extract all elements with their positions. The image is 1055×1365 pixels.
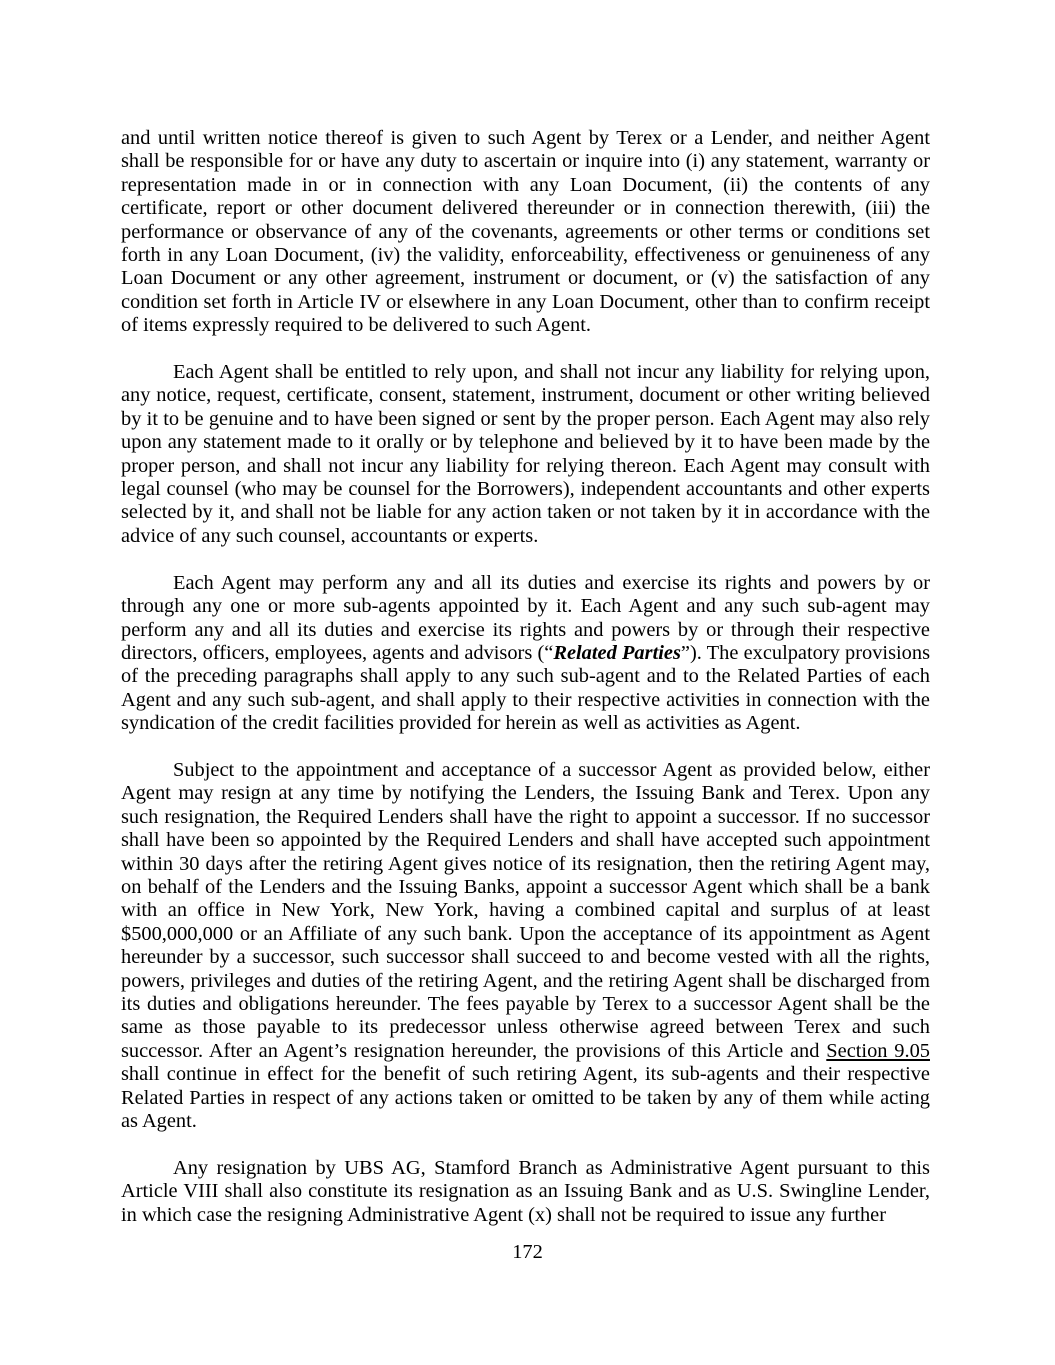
paragraph [121, 759, 930, 1134]
document-body [121, 127, 930, 1227]
paragraph [121, 127, 930, 338]
paragraph [121, 1157, 930, 1227]
paragraph [121, 361, 930, 548]
text-segment: Each Agent shall be entitled to rely upon, and shall not incur any liability for relying upon, any notice, request, certificate, consent, statement, instrument, document or other writing believed by it to be genuine and to have been signed or sent by the proper person. Each Agent may also rely upon any statement made to it orally or by telephone and believed by it to have been made by the proper person, and shall not incur any liability for relying thereon. Each Agent may consult with legal counsel (who may be counsel for the Borrowers), independent accountants and other experts selected by it, and shall not be liable for any action taken or not taken by it in accordance with the advice of any such counsel, accountants or experts. [121, 361, 930, 547]
page-number: 172 [512, 1241, 543, 1263]
paragraph [121, 572, 930, 736]
text-segment: Subject to the appointment and acceptance of a successor Agent as provided below, either Agent may resign at any time by notifying the Lenders, the Issuing Bank and Terex. Upon any such resignation, the Required Lenders shall have the right to appoint a successor. If no successor shall have been so appointed by the Required Lenders and shall have accepted such appointment within 30 days after the retiring Agent gives notice of its resignation, then the retiring Agent may, on behalf of the Lenders and the Issuing Banks, appoint a successor Agent which shall be a bank with an office in New York, New York, having a combined capital and surplus of at least $500,000,000 or an Affiliate of any such bank. Upon the acceptance of its appointment as Agent hereunder by a successor, such successor shall succeed to and become vested with all the rights, powers, privileges and duties of the retiring Agent, and the retiring Agent shall be discharged from its duties and obligations hereunder. The fees payable by Terex to a successor Agent shall be the same as those payable to its predecessor unless otherwise agreed between Terex and such successor. After an Agent’s resignation hereunder, the provisions of this Article and [121, 758, 930, 1062]
text-segment: shall continue in effect for the benefit of such retiring Agent, its sub-agents and their respective Related Parties in respect of any actions taken or omitted to be taken by any of them while acting as Agent. [121, 1063, 930, 1133]
text-segment-underline: Section 9.05 [826, 1039, 930, 1062]
text-segment-bold-italic: Related Parties [553, 641, 681, 664]
text-segment: Each Agent may perform any and all its duties and exercise its rights and powers by or through any one or more sub-agents appointed by it. Each Agent and any such sub-agent may perform any and all its duties and exercise its rights and powers by or through their respective directors, officers, employees, agents and advisors (“ [121, 571, 930, 664]
text-segment: Any resignation by UBS AG, Stamford Branch as Administrative Agent pursuant to this Article VIII shall also constitute its resignation as an Issuing Bank and as U.S. Swingline Lender, in which case the resigning Administrative Agent (x) shall not be required to issue any further [121, 1156, 930, 1226]
text-segment: and until written notice thereof is given to such Agent by Terex or a Lender, and neither Agent shall be responsible for or have any duty to ascertain or inquire into (i) any statement, warranty or representation made in or in connection with any Loan Document, (ii) the contents of any certificate, report or other document delivered thereunder or in connection therewith, (iii) the performance or observance of any of the covenants, agreements or other terms or conditions set forth in any Loan Document, (iv) the validity, enforceability, effectiveness or genuineness of any Loan Document or any other agreement, instrument or document, or (v) the satisfaction of any condition set forth in Article IV or elsewhere in any Loan Document, other than to confirm receipt of items expressly required to be delivered to such Agent. [121, 127, 930, 337]
text-segment: ”). The exculpatory provisions of the preceding paragraphs shall apply to any such sub-agent and to the Related Parties of each Agent and any such sub-agent, and shall apply to their respective activities in connection with the syndication of the credit facilities provided for herein as well as activities as Agent. [121, 641, 931, 735]
